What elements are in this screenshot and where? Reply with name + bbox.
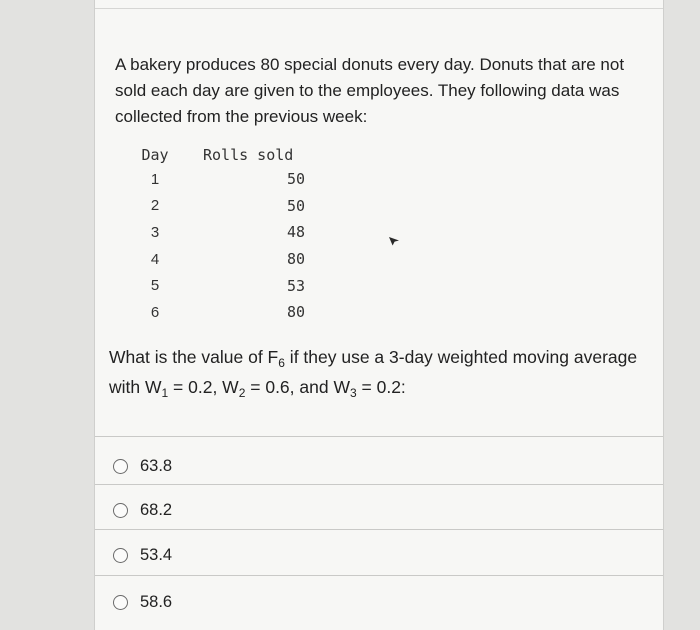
day-cell: 5 xyxy=(150,277,160,295)
rolls-sold-cell: 80 xyxy=(286,250,305,269)
rolls-sold-cell: 80 xyxy=(286,303,305,322)
question-subscript: 1 xyxy=(161,386,169,400)
table-row xyxy=(137,246,307,273)
mouse-pointer-icon xyxy=(387,234,401,248)
question-subscript: 2 xyxy=(238,386,246,400)
answer-option-label: 68.2 xyxy=(140,500,173,519)
question-text-part: = 0.2: xyxy=(356,377,406,397)
table-row xyxy=(137,166,307,193)
question-subscript: 3 xyxy=(349,386,357,400)
problem-intro-text: A bakery produces 80 special donuts every day. Donuts that are not sold each day are given to the employees. They following data was collected from the previous week: xyxy=(115,55,625,126)
radio-button-unselected-icon[interactable] xyxy=(113,548,128,563)
answer-option-label: 53.4 xyxy=(140,545,173,564)
radio-button-unselected-icon[interactable] xyxy=(113,503,128,518)
table-row xyxy=(137,272,307,299)
table-row xyxy=(137,193,307,220)
question-text-part: if they use a 3-day weighted moving average with W xyxy=(109,347,638,397)
card-top-edge xyxy=(95,0,663,9)
question-text xyxy=(109,342,649,402)
question-card xyxy=(94,0,664,630)
table-row xyxy=(137,299,307,326)
radio-button-unselected-icon[interactable] xyxy=(113,459,128,474)
option-divider xyxy=(95,484,663,485)
question-subscript: 6 xyxy=(278,356,285,370)
day-cell: 2 xyxy=(150,197,160,215)
question-text-part: What is the value of F xyxy=(109,347,279,367)
day-cell: 3 xyxy=(150,223,160,241)
question-text-part: = 0.6, and W xyxy=(245,377,350,397)
rolls-sold-cell: 48 xyxy=(286,223,305,242)
option-divider xyxy=(95,529,663,530)
answer-option-2[interactable] xyxy=(113,498,172,522)
rolls-sold-cell: 50 xyxy=(286,170,305,189)
answer-option-1[interactable] xyxy=(113,454,172,478)
answer-option-label: 58.6 xyxy=(140,592,173,611)
day-cell: 6 xyxy=(150,303,160,321)
day-cell: 4 xyxy=(150,250,160,268)
column-header-day: Day xyxy=(141,146,169,164)
option-divider xyxy=(95,575,663,576)
answer-option-3[interactable] xyxy=(113,543,172,567)
answer-option-4[interactable] xyxy=(113,590,172,614)
answer-option-label: 63.8 xyxy=(140,456,173,475)
rolls-sold-cell: 50 xyxy=(286,196,305,215)
table-row xyxy=(137,219,307,246)
column-header-rolls-sold: Rolls sold xyxy=(203,146,294,164)
day-cell: 1 xyxy=(150,170,160,188)
rolls-sold-cell: 53 xyxy=(286,276,305,295)
table-header-row xyxy=(137,144,307,166)
radio-button-unselected-icon[interactable] xyxy=(113,595,128,610)
option-divider xyxy=(95,436,663,437)
question-text-part: = 0.2, W xyxy=(168,377,239,397)
sales-data-table xyxy=(137,144,307,326)
